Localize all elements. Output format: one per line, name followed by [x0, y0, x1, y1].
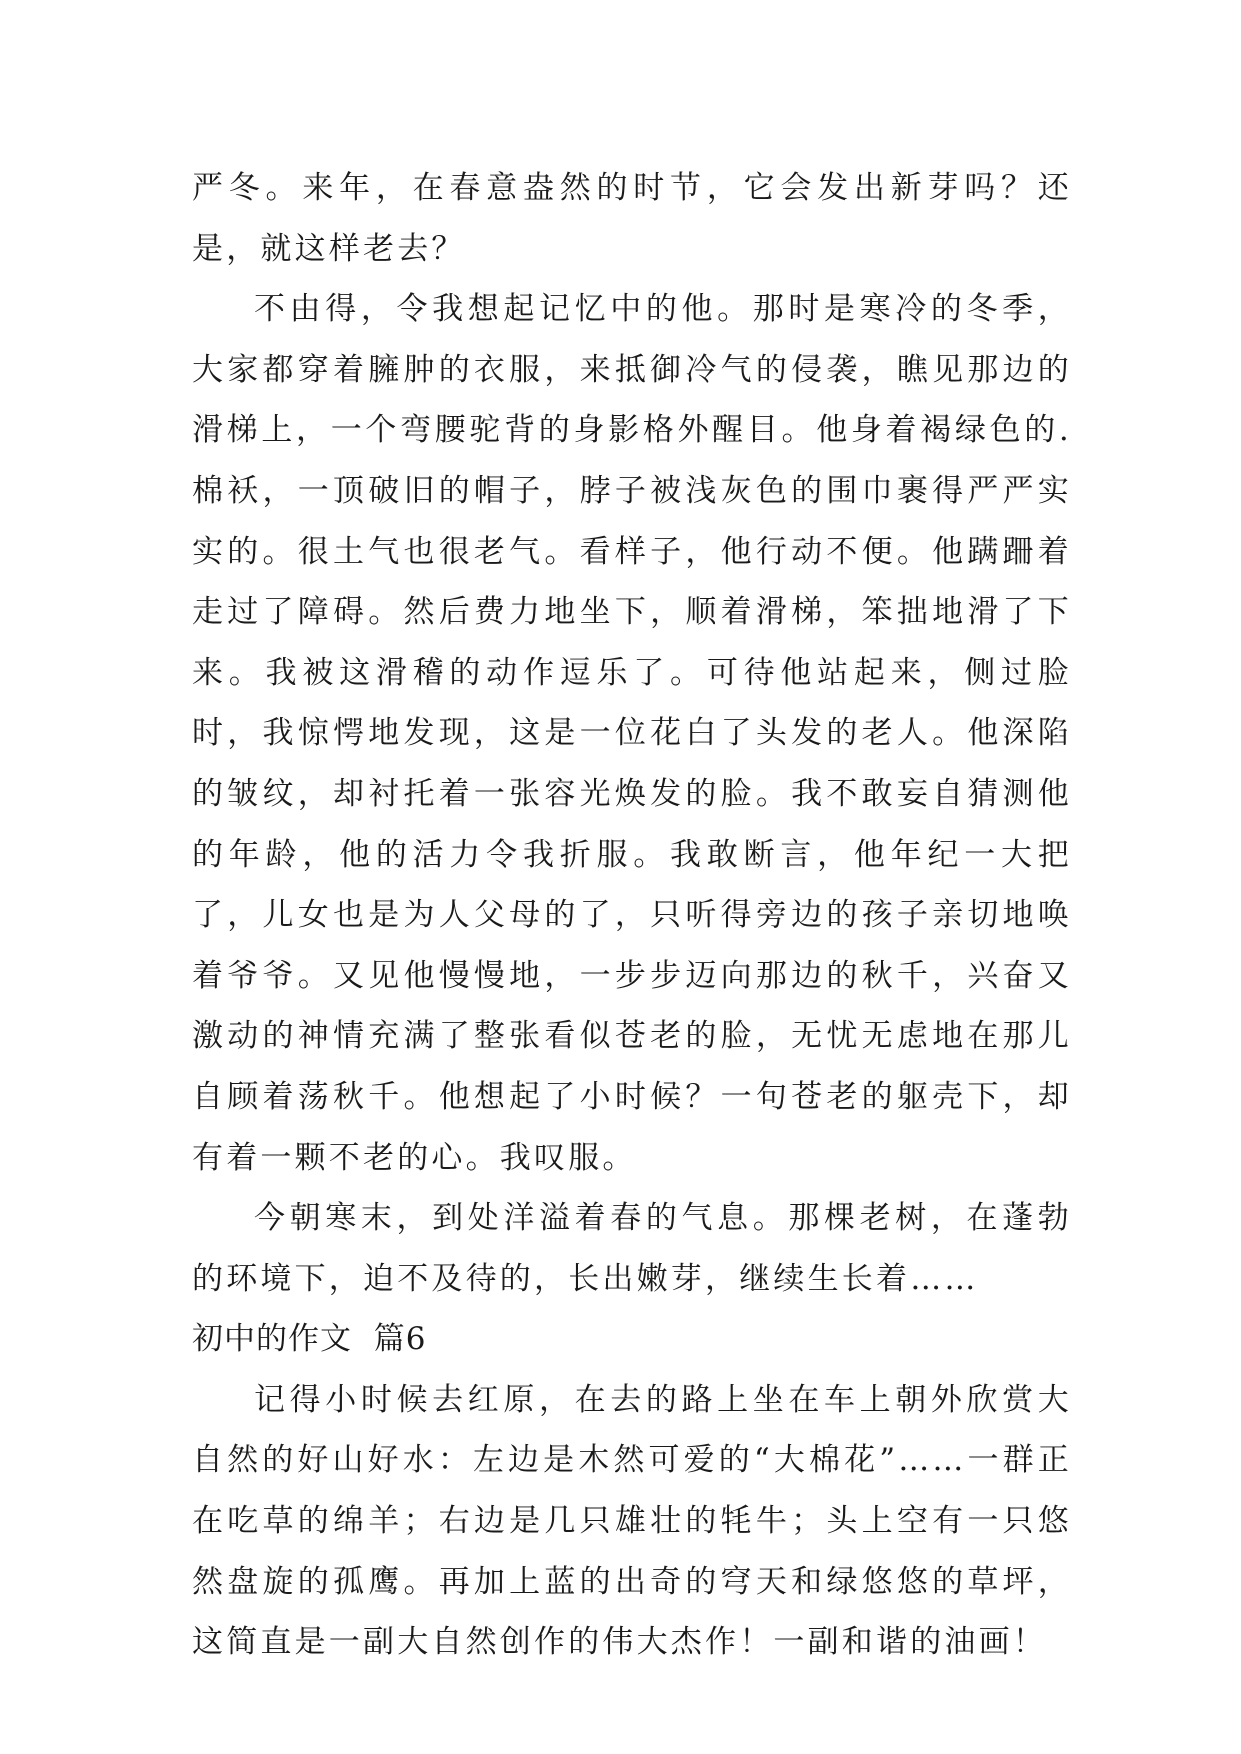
paragraph-hongyuan-trip: 记得小时候去红原，在去的路上坐在车上朝外欣赏大自然的好山好水：左边是木然可爱的“大棉花”……一群正在吃草的绵羊；右边是几只雄壮的牦牛；头上空有一只悠然盘旋的孤鹰。再加上蓝的出奇的穹天和绿悠悠的草坪，这简直是一副大自然创作的伟大杰作！一副和谐的油画！ [192, 1381, 1072, 1661]
paragraph-continuation: 严冬。来年，在春意盎然的时节，它会发出新芽吗？还是，就这样老去？ [192, 170, 1072, 267]
paragraph-memory-of-old-man: 不由得，令我想起记忆中的他。那时是寒冷的冬季，大家都穿着臃肿的衣服，来抵御冷气的侵袭，瞧见那边的滑梯上，一个弯腰驼背的身影格外醒目。他身着褐绿色的.棉袄，一顶破旧的帽子，脖子被浅灰色的围巾裹得严严实实的。很土气也很老气。看样子，他行动不便。他蹒跚着走过了障碍。然后费力地坐下，顺着滑梯，笨拙地滑了下来。我被这滑稽的动作逗乐了。可待他站起来，侧过脸时，我惊愕地发现，这是一位花白了头发的老人。他深陷的皱纹，却衬托着一张容光焕发的脸。我不敢妄自猜测他的年龄，他的活力令我折服。我敢断言，他年纪一大把了，儿女也是为人父母的了，只听得旁边的孩子亲切地唤着爷爷。又见他慢慢地，一步步迈向那边的秋千，兴奋又激动的神情充满了整张看似苍老的脸，无忧无虑地在那儿自顾着荡秋千。他想起了小时候？一句苍老的躯壳下，却有着一颗不老的心。我叹服。 [192, 291, 1072, 1176]
section-heading: 初中的作文 篇6 [192, 1321, 427, 1358]
document-body [192, 158, 1072, 1673]
paragraph-spring-renewal: 今朝寒末，到处洋溢着春的气息。那棵老树，在蓬勃的环境下，迫不及待的，长出嫩芽，继续生长着…… [192, 1200, 1072, 1297]
